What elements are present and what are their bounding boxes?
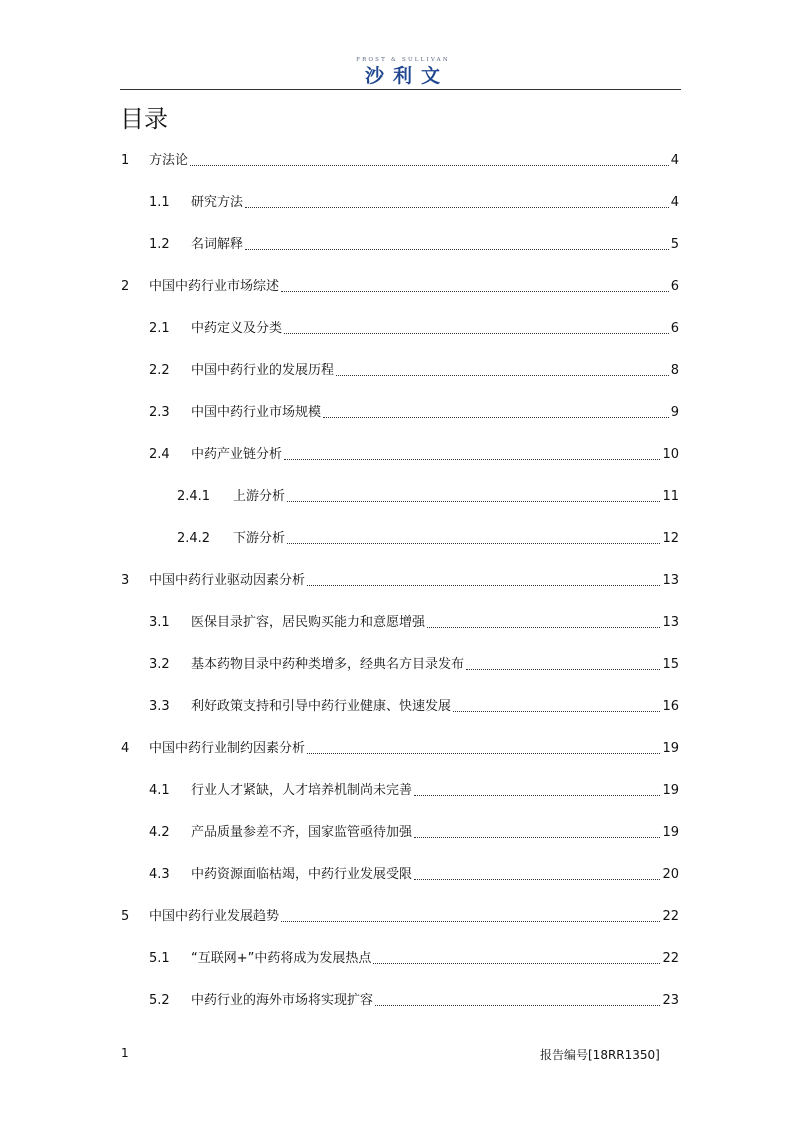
toc-entry-page: 22 [662, 951, 679, 966]
toc-entry-number: 3.2 [149, 657, 170, 672]
toc-entry-page: 9 [670, 405, 679, 420]
logo-english-text: FROST & SULLIVAN [356, 57, 450, 63]
toc-dot-leader [453, 711, 660, 712]
toc-entry[interactable] [177, 528, 679, 548]
toc-entry-page: 8 [670, 363, 679, 378]
footer-page-number: 1 [121, 1046, 129, 1060]
toc-entry[interactable] [149, 318, 679, 338]
toc-entry-title: 方法论 [149, 153, 189, 168]
header-divider [120, 89, 681, 90]
page-footer [0, 1046, 800, 1066]
toc-entry-title: 中药行业的海外市场将实现扩容 [191, 993, 374, 1008]
toc-entry-number: 4.2 [149, 825, 170, 840]
toc-entry-number: 5.1 [149, 951, 170, 966]
toc-entry[interactable] [149, 192, 679, 212]
toc-dot-leader [287, 543, 660, 544]
toc-entry-title: 产品质量参差不齐，国家监管亟待加强 [191, 825, 413, 840]
toc-entry-number: 2.4 [149, 447, 170, 462]
toc-entry-page: 22 [662, 909, 679, 924]
toc-dot-leader [190, 165, 669, 166]
toc-entry-page: 13 [662, 615, 679, 630]
toc-entry-number: 2 [121, 279, 130, 294]
toc-entry[interactable] [149, 444, 679, 464]
toc-dot-leader [287, 501, 660, 502]
toc-entry-title: 中药定义及分类 [191, 321, 283, 336]
toc-entry[interactable] [149, 780, 679, 800]
footer-report-id: 报告编号[18RR1350] [540, 1048, 660, 1062]
toc-entry-number: 3 [121, 573, 130, 588]
toc-dot-leader [307, 753, 660, 754]
toc-entry-title: 利好政策支持和引导中药行业健康、快速发展 [191, 699, 452, 714]
toc-entry[interactable] [121, 276, 679, 296]
toc-entry[interactable] [149, 948, 679, 968]
toc-entry-number: 4.3 [149, 867, 170, 882]
toc-entry-page: 10 [662, 447, 679, 462]
toc-entry-page: 19 [662, 783, 679, 798]
toc-dot-leader [323, 417, 669, 418]
toc-entry-number: 1.1 [149, 195, 170, 210]
toc-dot-leader [414, 837, 660, 838]
toc-entry-title: 行业人才紧缺，人才培养机制尚未完善 [191, 783, 413, 798]
toc-entry-page: 12 [662, 531, 679, 546]
toc-dot-leader [284, 459, 660, 460]
logo-chinese-text: 沙利文 [364, 65, 449, 87]
toc-entry-number: 4.1 [149, 783, 170, 798]
toc-entry[interactable] [121, 150, 679, 170]
toc-dot-leader [427, 627, 660, 628]
toc-entry-page: 20 [662, 867, 679, 882]
toc-dot-leader [373, 963, 660, 964]
toc-entry-title: 名词解释 [191, 237, 244, 252]
toc-dot-leader [281, 291, 669, 292]
toc-title: 目录 [120, 105, 168, 133]
toc-entry[interactable] [149, 696, 679, 716]
toc-entry[interactable] [149, 990, 679, 1010]
toc-entry-number: 5 [121, 909, 130, 924]
toc-entry[interactable] [149, 864, 679, 884]
toc-entry-page: 19 [662, 741, 679, 756]
toc-entry-number: 2.1 [149, 321, 170, 336]
toc-entry-page: 6 [670, 279, 679, 294]
toc-entry-page: 5 [670, 237, 679, 252]
toc-entry-title: 中国中药行业发展趋势 [149, 909, 280, 924]
toc-dot-leader [414, 795, 660, 796]
toc-dot-leader [336, 375, 669, 376]
toc-entry-number: 2.4.2 [177, 531, 211, 546]
toc-entry-title: 上游分析 [233, 489, 286, 504]
toc-dot-leader [307, 585, 660, 586]
toc-entry-number: 3.3 [149, 699, 170, 714]
toc-entry-number: 2.3 [149, 405, 170, 420]
toc-entry[interactable] [149, 360, 679, 380]
toc-dot-leader [414, 879, 660, 880]
toc-dot-leader [245, 207, 669, 208]
toc-entry-number: 4 [121, 741, 130, 756]
toc-entry-title: 中国中药行业的发展历程 [191, 363, 335, 378]
toc-entry-title: 中药资源面临枯竭，中药行业发展受限 [191, 867, 413, 882]
toc-entry-number: 1 [121, 153, 130, 168]
toc-entry[interactable] [121, 570, 679, 590]
toc-entry-title: 基本药物目录中药种类增多，经典名方目录发布 [191, 657, 465, 672]
toc-entry[interactable] [149, 234, 679, 254]
toc-entry-title: 下游分析 [233, 531, 286, 546]
toc-dot-leader [281, 921, 660, 922]
toc-dot-leader [375, 1005, 660, 1006]
toc-dot-leader [245, 249, 669, 250]
toc-entry-page: 19 [662, 825, 679, 840]
toc-entry-title: 中国中药行业驱动因素分析 [149, 573, 306, 588]
toc-entry[interactable] [149, 822, 679, 842]
toc-entry-title: 中药产业链分析 [191, 447, 283, 462]
toc-entry-title: 中国中药行业市场综述 [149, 279, 280, 294]
toc-entry-page: 6 [670, 321, 679, 336]
toc-entry-title: 中国中药行业市场规模 [191, 405, 322, 420]
toc-entry-number: 2.4.1 [177, 489, 211, 504]
toc-entry[interactable] [121, 738, 679, 758]
toc-entry-page: 16 [662, 699, 679, 714]
toc-entry[interactable] [177, 486, 679, 506]
toc-entry-page: 13 [662, 573, 679, 588]
toc-entry-number: 1.2 [149, 237, 170, 252]
toc-entry[interactable] [149, 654, 679, 674]
company-logo [348, 56, 458, 88]
toc-entry-title: 研究方法 [191, 195, 244, 210]
toc-entry-number: 2.2 [149, 363, 170, 378]
toc-entry-page: 11 [662, 489, 679, 504]
toc-entry-number: 5.2 [149, 993, 170, 1008]
toc-entry-title: 中国中药行业制约因素分析 [149, 741, 306, 756]
toc-dot-leader [466, 669, 660, 670]
toc-dot-leader [284, 333, 669, 334]
toc-entry-number: 3.1 [149, 615, 170, 630]
toc-entry-page: 4 [670, 195, 679, 210]
toc-entry-title: “互联网+”中药将成为发展热点 [191, 951, 372, 966]
toc-entry[interactable] [121, 906, 679, 926]
toc-entry-title: 医保目录扩容，居民购买能力和意愿增强 [191, 615, 426, 630]
toc-entry-page: 15 [662, 657, 679, 672]
toc-entry[interactable] [149, 612, 679, 632]
toc-entry[interactable] [149, 402, 679, 422]
toc-entry-page: 4 [670, 153, 679, 168]
page-header [0, 52, 800, 92]
toc-entry-page: 23 [662, 993, 679, 1008]
